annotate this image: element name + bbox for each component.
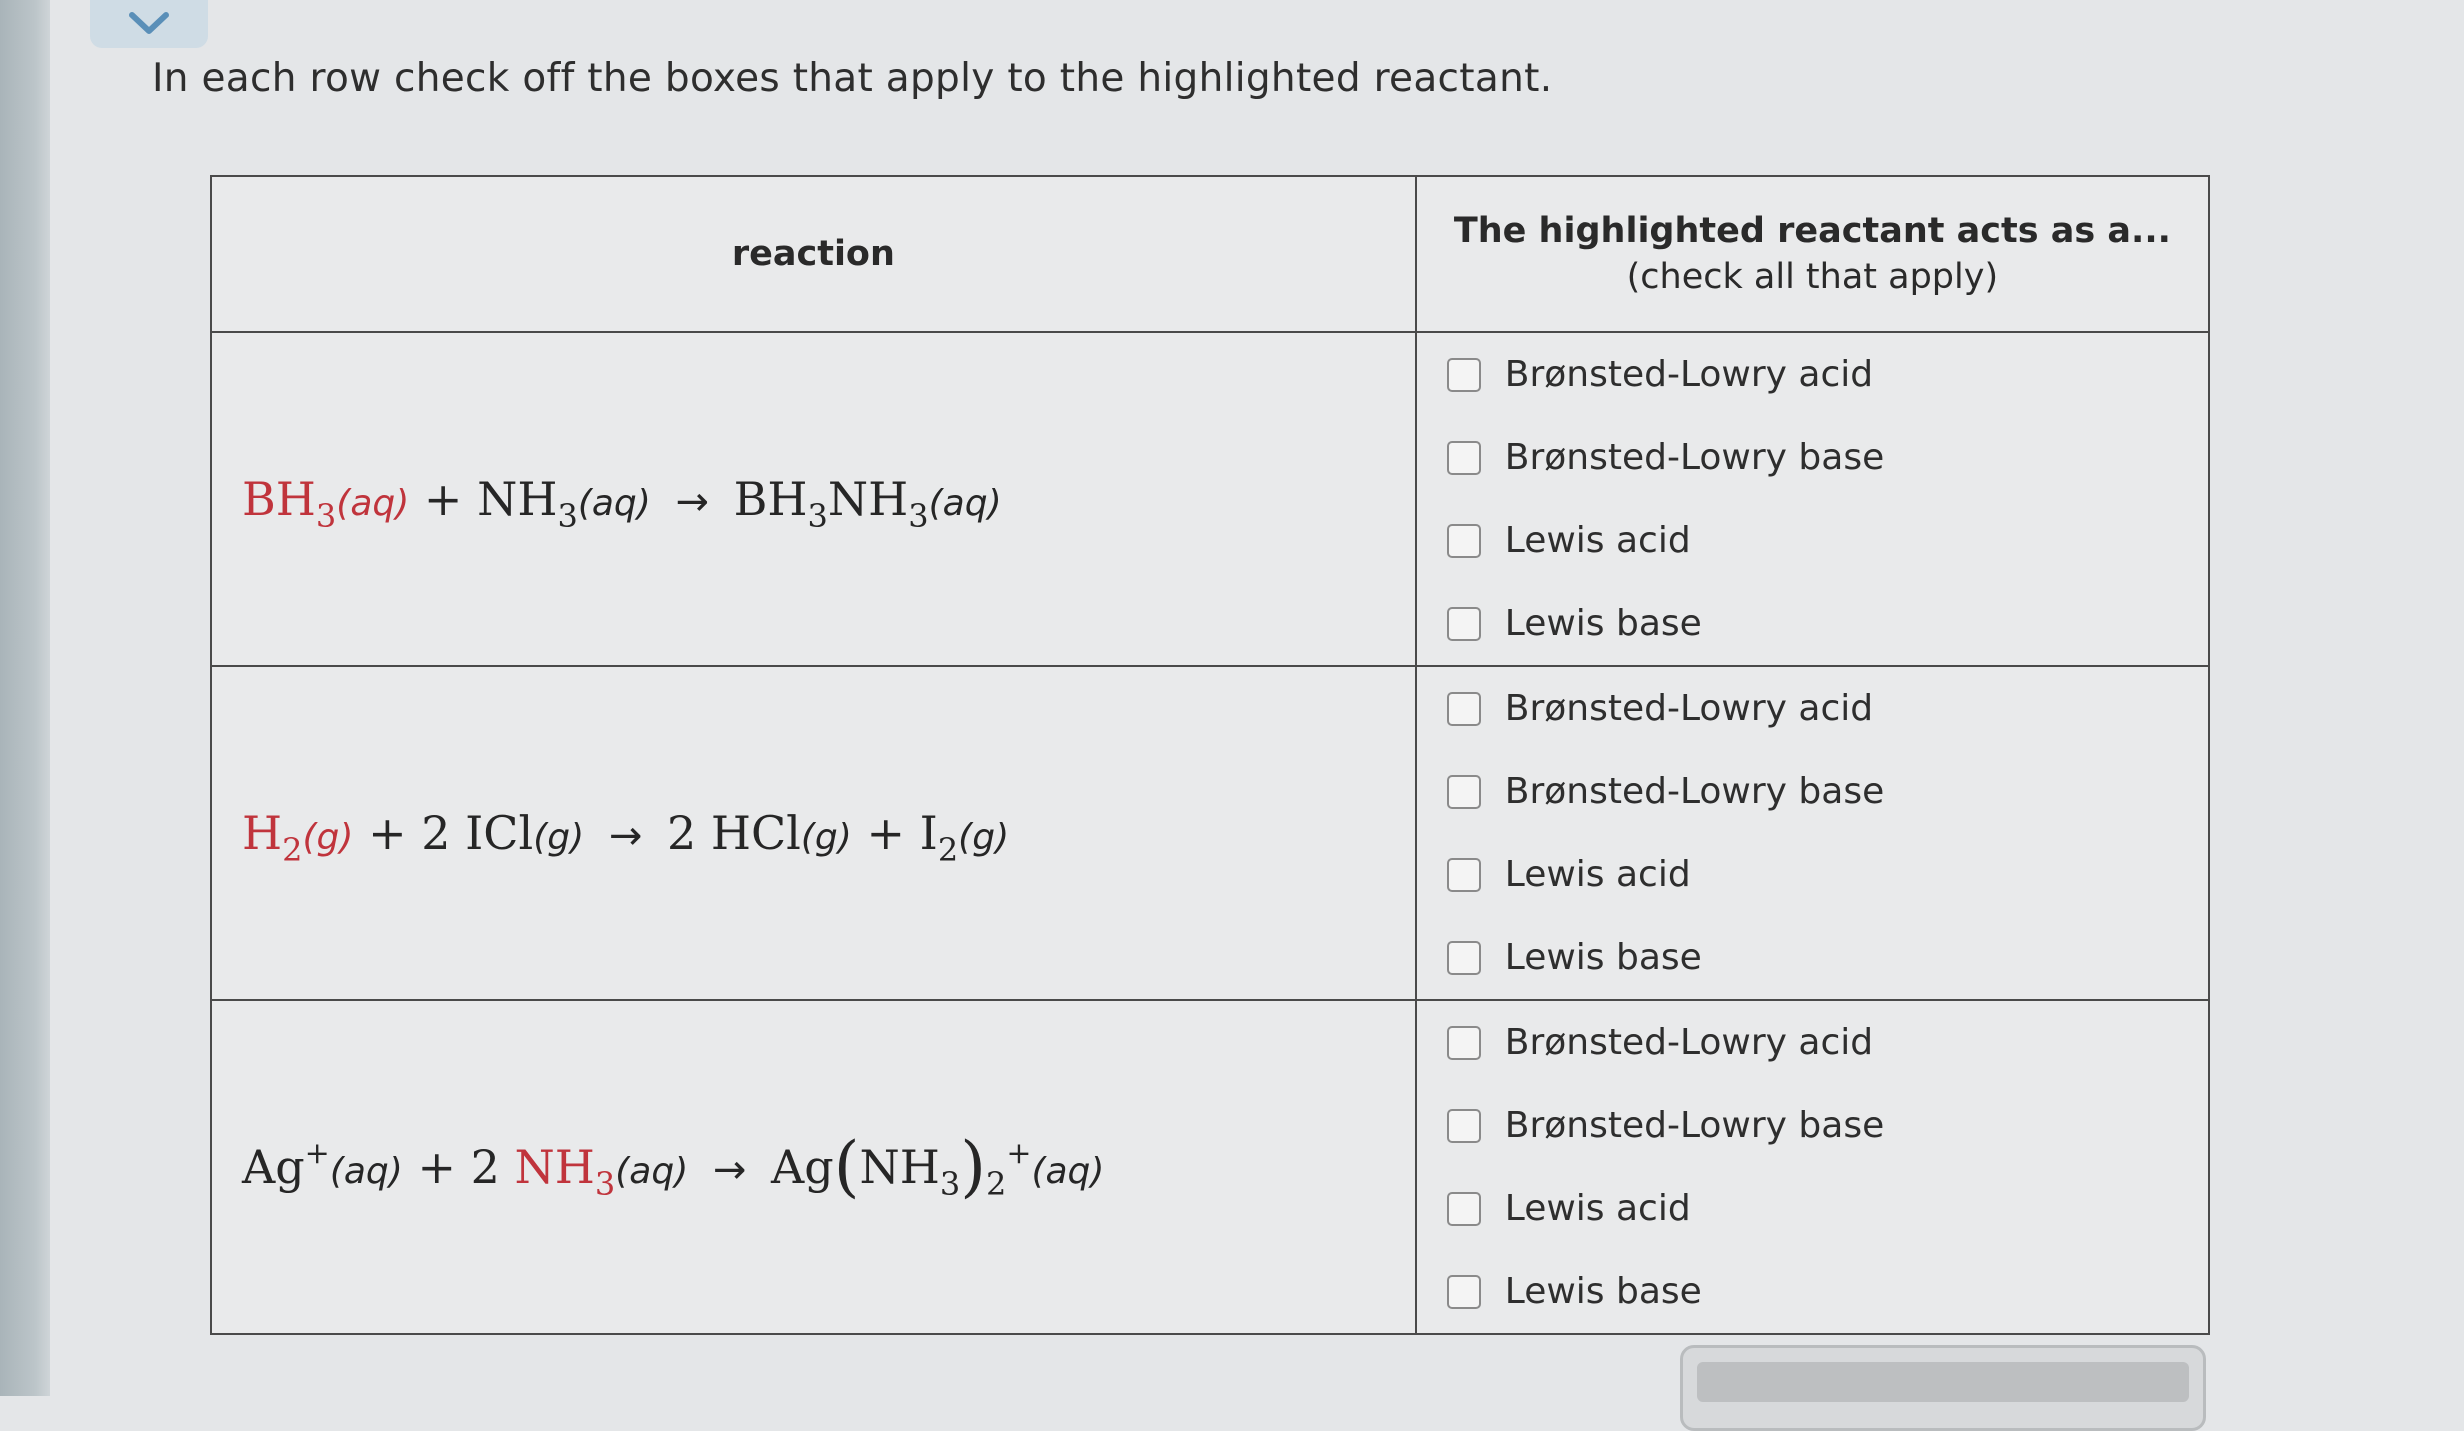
checkbox[interactable] (1447, 524, 1481, 558)
reaction-cell (211, 1000, 1416, 1334)
options-cell (1416, 332, 2209, 666)
checkbox[interactable] (1447, 1192, 1481, 1226)
option-lewis-acid[interactable]: Lewis acid (1447, 499, 2208, 582)
reaction-cell (211, 666, 1416, 1000)
checkbox[interactable] (1447, 692, 1481, 726)
bottom-button-fill (1697, 1362, 2189, 1402)
left-edge-strip (0, 0, 50, 1396)
table-row (211, 1000, 2209, 1334)
option-bronsted-base[interactable]: Brønsted-Lowry base (1447, 416, 2208, 499)
checkbox[interactable] (1447, 1109, 1481, 1143)
option-lewis-acid[interactable]: Lewis acid (1447, 833, 2208, 916)
header-role-title: The highlighted reactant acts as a... (1453, 211, 2171, 251)
checkbox[interactable] (1447, 1275, 1481, 1309)
checkbox[interactable] (1447, 358, 1481, 392)
table-row (211, 332, 2209, 666)
collapse-toggle[interactable] (90, 0, 208, 48)
checkbox[interactable] (1447, 858, 1481, 892)
header-role (1416, 176, 2209, 332)
options-cell (1416, 1000, 2209, 1334)
highlighted-reactant: $H_2$ (242, 806, 303, 869)
options-cell (1416, 666, 2209, 1000)
highlighted-reactant: $BH_3$ (242, 472, 337, 535)
highlighted-reactant: $NH_3$ (514, 1140, 616, 1203)
option-bronsted-base[interactable]: Brønsted-Lowry base (1447, 1084, 2208, 1167)
option-bronsted-acid[interactable]: Brønsted-Lowry acid (1447, 333, 2208, 416)
table-header-row (211, 176, 2209, 332)
option-lewis-acid[interactable]: Lewis acid (1447, 1167, 2208, 1250)
option-bronsted-acid[interactable]: Brønsted-Lowry acid (1447, 667, 2208, 750)
bottom-button[interactable] (1680, 1345, 2206, 1431)
reaction-table (210, 175, 2210, 1335)
reaction-cell (211, 332, 1416, 666)
instructions: In each row check off the boxes that apply to the highlighted reactant. (152, 56, 1553, 101)
checkbox[interactable] (1447, 607, 1481, 641)
table-row (211, 666, 2209, 1000)
equation-3: Ag+(aq) + 2 $NH_3(aq) \to Ag(NH_3)_2^+(aq)$ (242, 1128, 1105, 1205)
option-lewis-base[interactable]: Lewis base (1447, 1250, 2208, 1333)
checkbox[interactable] (1447, 941, 1481, 975)
checkbox[interactable] (1447, 1026, 1481, 1060)
option-bronsted-base[interactable]: Brønsted-Lowry base (1447, 750, 2208, 833)
header-role-subtitle: (check all that apply) (1626, 257, 1999, 297)
equation-2: $H_2(g) + 2$ ICl(g) → 2 $HCl(g) + I_2(g)$ (242, 806, 1010, 869)
option-lewis-base[interactable]: Lewis base (1447, 916, 2208, 999)
header-reaction: reaction (211, 176, 1416, 332)
equation-1: $BH_3(aq) + NH_3(aq) \to BH_3NH_3(aq)$ (242, 472, 1002, 535)
checkbox[interactable] (1447, 775, 1481, 809)
option-bronsted-acid[interactable]: Brønsted-Lowry acid (1447, 1001, 2208, 1084)
checkbox[interactable] (1447, 441, 1481, 475)
option-lewis-base[interactable]: Lewis base (1447, 582, 2208, 665)
chevron-down-icon (126, 9, 172, 39)
